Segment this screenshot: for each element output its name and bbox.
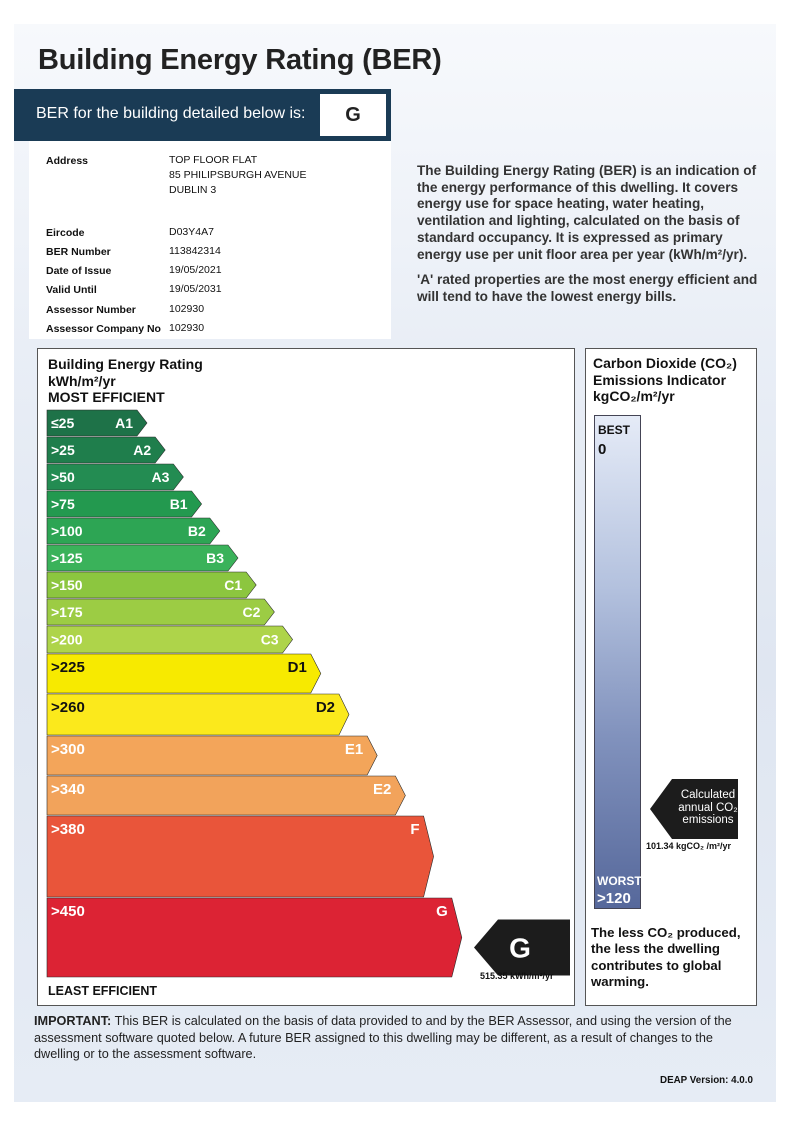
rating-band-c3 [47,626,293,653]
detail-label-date-of-issue: Date of Issue [46,265,112,277]
rating-band-threshold: >125 [51,550,83,566]
rating-band-grade: C2 [242,604,261,620]
rating-band-grade: A1 [115,415,133,431]
detail-label-ber-number: BER Number [46,246,111,258]
co2-best-value: 0 [598,441,607,458]
rating-band-shape [47,898,462,977]
rating-band-f [47,816,434,897]
detail-label-address: Address [46,155,89,167]
detail-value-valid-until: 19/05/2031 [169,283,222,295]
deap-version: DEAP Version: 4.0.0 [660,1075,753,1086]
rating-band-grade: A3 [151,469,170,485]
rating-band-threshold: >175 [51,604,83,620]
rating-chart-units: kWh/m²/yr [48,372,116,389]
co2-worst-value: >120 [597,890,631,907]
rating-band-threshold: >225 [51,659,85,676]
rating-band-threshold: >75 [51,496,75,512]
ber-rating-box: G [320,94,386,136]
co2-value: 101.34 kgCO₂ /m²/yr [646,841,732,851]
co2-best-label: BEST [598,423,631,437]
rating-band-grade: B2 [187,523,206,539]
rating-band-threshold: >450 [51,903,85,920]
detail-value-address: TOP FLOOR FLAT 85 PHILIPSBURGH AVENUE DUBLIN 3 [169,154,307,196]
rating-result-pointer [474,920,570,976]
ber-banner-label: BER for the building detailed below is: [36,105,306,122]
rating-band-a1 [47,410,147,436]
rating-band-shape [47,654,321,693]
rating-band-grade: D2 [315,699,335,716]
co2-indicator [585,348,757,1006]
rating-band-a3 [47,464,183,490]
detail-value-assessor-number: 102930 [169,303,205,315]
co2-title-line1: Carbon Dioxide (CO₂) [593,355,737,371]
intro-paragraph-1: The Building Energy Rating (BER) is an indication of the energy performance of this dwelling. It covers energy use for space heating, water heating, ventilation and lighting, calculated on the basis of standard occupancy. It is expressed as primary energy use per unit floor area per year (kWh/m²/yr). [417,163,757,262]
energy-rating-chart [37,348,575,1006]
co2-title-line2: Emissions Indicator [593,371,727,388]
rating-band-threshold: >260 [51,699,85,716]
rating-band-threshold: ≤25 [51,415,75,431]
rating-band-shape [47,736,377,775]
detail-value-ber-number: 113842314 [169,245,221,257]
rating-band-threshold: >380 [51,821,85,838]
rating-band-g [47,898,462,977]
rating-band-threshold: >300 [51,741,85,758]
rating-band-grade: B1 [169,496,188,512]
rating-band-shape [47,776,405,815]
important-notice [34,1013,744,1063]
co2-worst-label: WORST [597,874,642,888]
rating-pointer-grade: G [509,932,531,964]
rating-band-c1 [47,572,256,598]
rating-band-d2 [47,694,349,735]
detail-label-valid-until: Valid Until [46,284,97,296]
co2-pointer-line1: Calculated [680,789,736,801]
rating-band-b1 [47,491,202,517]
detail-label-eircode: Eircode [46,227,85,239]
rating-band-grade: C3 [260,631,279,648]
least-efficient-label: LEAST EFFICIENT [48,984,158,998]
building-details [29,141,391,339]
most-efficient-label: MOST EFFICIENT [48,389,165,405]
rating-result-value: 515.35 kWh/m²/yr [480,971,554,981]
rating-band-e1 [47,736,377,775]
rating-band-grade: F [410,821,420,838]
rating-band-grade: A2 [133,442,152,458]
detail-value-date-of-issue: 19/05/2021 [169,264,222,276]
ber-intro [417,163,765,315]
co2-pointer-text [672,789,744,827]
rating-band-shape [47,626,293,653]
co2-title [593,355,737,405]
page-title: Building Energy Rating (BER) [38,44,442,76]
rating-band-e2 [47,776,405,815]
rating-band-grade: E2 [373,781,392,798]
intro-paragraph-2: 'A' rated properties are the most energy efficient and will tend to have the lowest energy bills. [417,272,758,304]
rating-band-threshold: >100 [51,523,83,539]
rating-band-c2 [47,599,274,625]
ber-banner [14,89,391,141]
rating-band-threshold: >150 [51,577,83,593]
rating-band-b2 [47,518,220,544]
rating-band-grade: C1 [224,577,243,593]
co2-pointer-line2: annual CO₂ [678,801,738,814]
rating-band-b3 [47,545,238,571]
co2-note: The less CO₂ produced, the less the dwelling contributes to global warming. [591,925,741,990]
rating-band-grade: D1 [287,659,307,676]
rating-band-d1 [47,654,321,693]
rating-band-grade: B3 [206,550,224,566]
important-text: This BER is calculated on the basis of data provided to and by the BER Assessor, and using the version of the assessment software quoted below. A future BER assigned to this dwelling may be different, as a result of changes to the dwelling or to the assessment software. [34,1014,732,1062]
detail-value-assessor-company: 102930 [169,322,205,334]
rating-chart-title-line1: Building Energy Rating [48,356,203,372]
rating-band-threshold: >25 [51,442,75,458]
detail-value-eircode: D03Y4A7 [169,226,214,238]
rating-band-grade: G [436,903,448,920]
detail-label-assessor-company: Assessor Company No [46,323,161,335]
rating-band-a2 [47,437,165,463]
detail-label-assessor-number: Assessor Number [46,304,136,316]
co2-units: kgCO₂/m²/yr [593,388,675,404]
important-label: IMPORTANT: [34,1014,112,1028]
co2-pointer-line3: emissions [682,814,734,826]
rating-band-threshold: >50 [51,469,75,485]
rating-band-shape [47,694,349,735]
rating-band-threshold: >200 [51,631,83,648]
rating-band-grade: E1 [344,741,364,758]
co2-scale-bar [594,415,641,909]
rating-band-threshold: >340 [51,781,85,798]
rating-bands [38,349,574,1005]
rating-band-shape [47,816,434,897]
